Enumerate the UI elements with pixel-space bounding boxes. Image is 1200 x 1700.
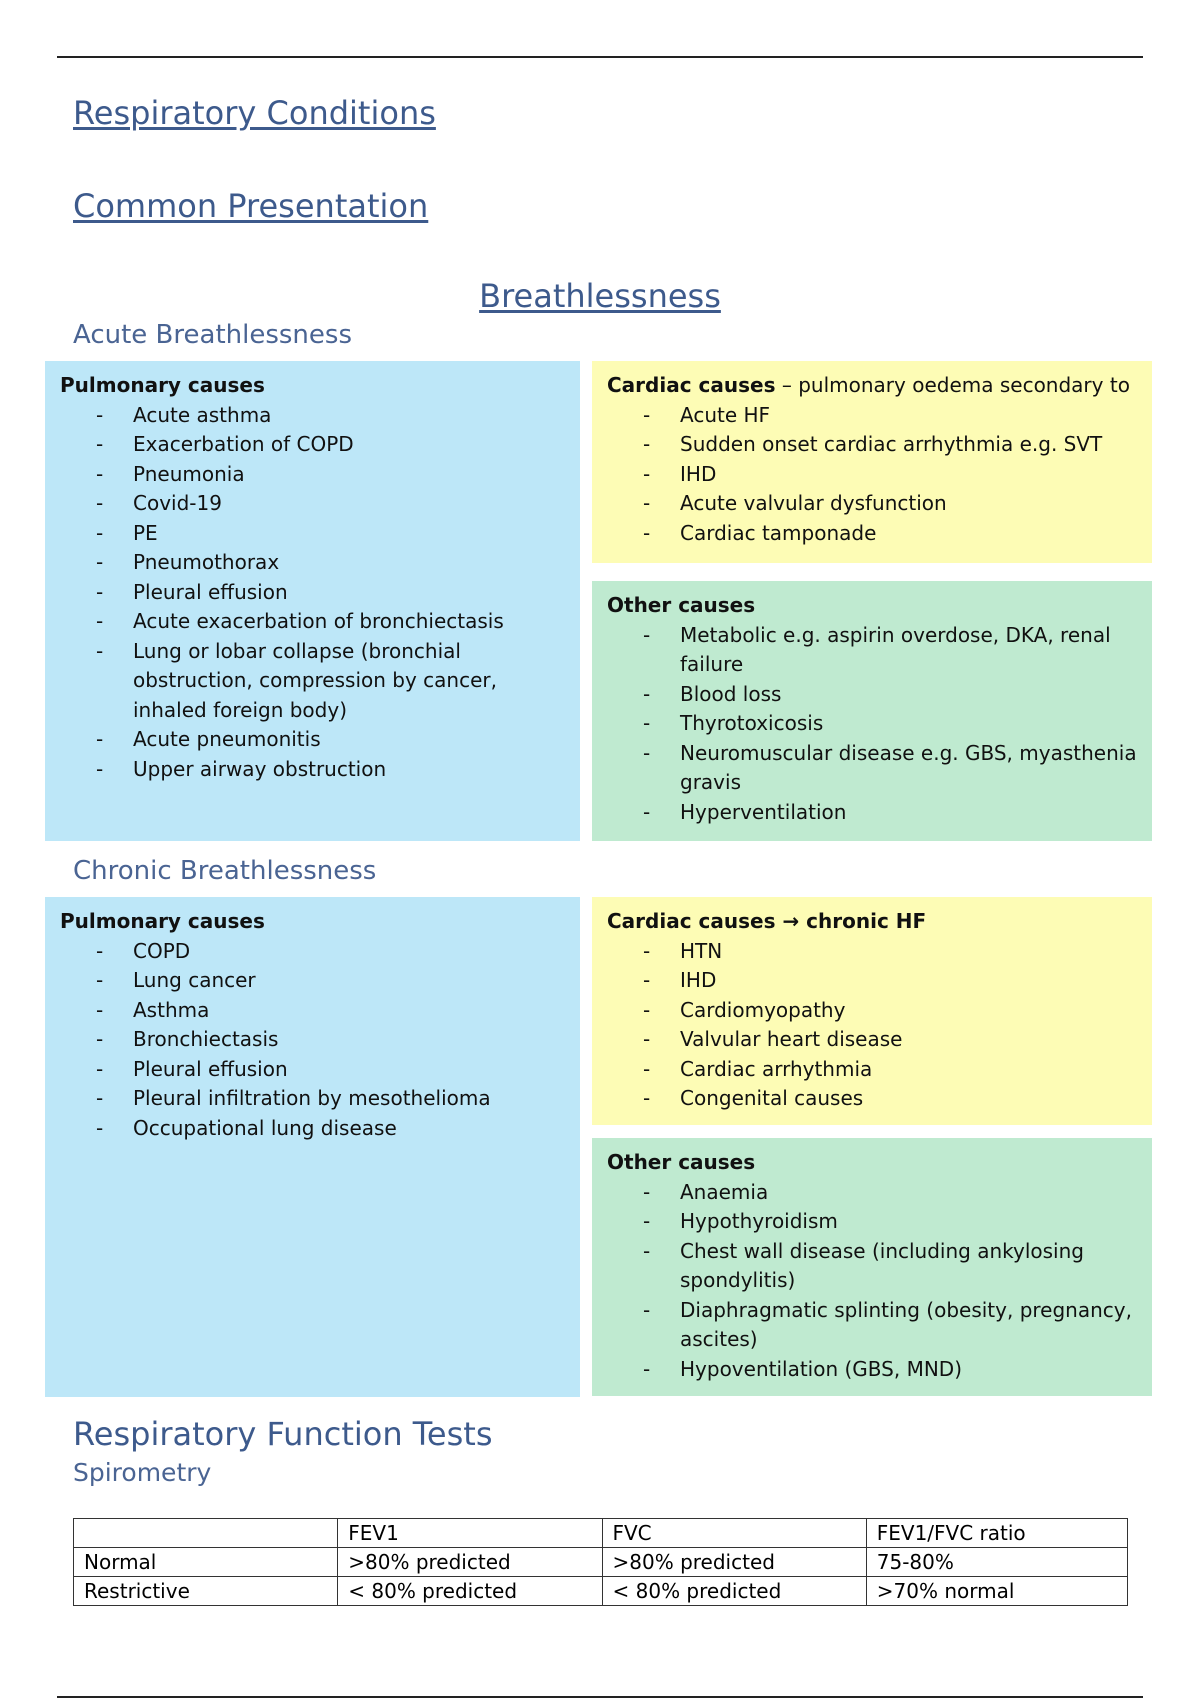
table-cell: >80% predicted [602, 1548, 866, 1577]
list-item: - Asthma [60, 996, 568, 1026]
table-header-row [74, 1519, 1128, 1548]
acute-cardiac-box [592, 361, 1152, 563]
chronic-cardiac-box [592, 897, 1152, 1125]
list-item: - Occupational lung disease [60, 1114, 568, 1144]
subsection-title-acute: Acute Breathlessness [73, 320, 352, 350]
list-item: - COPD [60, 937, 568, 967]
top-rule [57, 56, 1143, 58]
list-item: - Metabolic e.g. aspirin overdose, DKA, renal failure [607, 621, 1140, 680]
spirometry-table [73, 1518, 1128, 1606]
table-cell: Restrictive [74, 1577, 338, 1606]
chronic-pulmonary-box [45, 897, 580, 1397]
chronic-other-box [592, 1138, 1152, 1396]
list-item: - Cardiomyopathy [607, 996, 1140, 1026]
list-item: - Pneumonia [60, 460, 568, 490]
acute-pulmonary-title: Pulmonary causes [60, 373, 265, 397]
page-title: Respiratory Conditions [73, 94, 436, 132]
list-item: - PE [60, 519, 568, 549]
list-item: - Blood loss [607, 680, 1140, 710]
list-item: - Bronchiectasis [60, 1025, 568, 1055]
list-item: - Diaphragmatic splinting (obesity, pregnancy, ascites) [607, 1296, 1140, 1355]
table-cell: Normal [74, 1548, 338, 1577]
chronic-other-title: Other causes [607, 1150, 756, 1174]
table-cell: 75-80% [866, 1548, 1127, 1577]
acute-other-list [607, 621, 1140, 828]
list-item: - Cardiac tamponade [607, 519, 1140, 549]
list-item: - Pleural effusion [60, 578, 568, 608]
chronic-cardiac-list [607, 937, 1140, 1114]
table-cell: >80% predicted [338, 1548, 602, 1577]
list-item: - Valvular heart disease [607, 1025, 1140, 1055]
list-item: - HTN [607, 937, 1140, 967]
table-header-cell: FEV1/FVC ratio [866, 1519, 1127, 1548]
table-cell: >70% normal [866, 1577, 1127, 1606]
acute-cardiac-title [607, 371, 1140, 401]
table-header-cell [74, 1519, 338, 1548]
list-item: - Congenital causes [607, 1084, 1140, 1114]
section-title-rft: Respiratory Function Tests [73, 1415, 493, 1453]
list-item: - Sudden onset cardiac arrhythmia e.g. SVT [607, 430, 1140, 460]
subsection-title-spirometry: Spirometry [73, 1458, 212, 1487]
acute-other-title: Other causes [607, 593, 756, 617]
table-cell: < 80% predicted [338, 1577, 602, 1606]
chronic-other-list [607, 1178, 1140, 1385]
list-item: - Acute valvular dysfunction [607, 489, 1140, 519]
list-item: - Acute exacerbation of bronchiectasis [60, 607, 568, 637]
list-item: - Thyrotoxicosis [607, 709, 1140, 739]
table-row [74, 1577, 1128, 1606]
list-item: - Anaemia [607, 1178, 1140, 1208]
list-item: - Hypoventilation (GBS, MND) [607, 1355, 1140, 1385]
list-item: - Exacerbation of COPD [60, 430, 568, 460]
list-item: - Covid-19 [60, 489, 568, 519]
list-item: - Hyperventilation [607, 798, 1140, 828]
list-item: - Lung or lobar collapse (bronchial obstruction, compression by cancer, inhaled foreign body) [60, 637, 568, 726]
table-header-cell: FVC [602, 1519, 866, 1548]
acute-cardiac-list [607, 401, 1140, 549]
list-item: - Neuromuscular disease e.g. GBS, myasthenia gravis [607, 739, 1140, 798]
list-item: - Chest wall disease (including ankylosing spondylitis) [607, 1237, 1140, 1296]
section-title-common-presentation: Common Presentation [73, 187, 429, 225]
list-item: - Pleural effusion [60, 1055, 568, 1085]
list-item: - Lung cancer [60, 966, 568, 996]
list-item: - Acute pneumonitis [60, 725, 568, 755]
acute-pulmonary-box [45, 361, 580, 841]
list-item: - Acute asthma [60, 401, 568, 431]
bottom-rule [57, 1696, 1143, 1698]
section-title-breathlessness: Breathlessness [479, 277, 721, 315]
list-item: - Hypothyroidism [607, 1207, 1140, 1237]
table-header-cell: FEV1 [338, 1519, 602, 1548]
list-item: - Pleural infiltration by mesothelioma [60, 1084, 568, 1114]
acute-cardiac-title-rest: – pulmonary oedema secondary to [775, 373, 1130, 397]
table-row [74, 1548, 1128, 1577]
list-item: - Acute HF [607, 401, 1140, 431]
table-cell: < 80% predicted [602, 1577, 866, 1606]
acute-other-box [592, 581, 1152, 841]
chronic-cardiac-title: Cardiac causes → chronic HF [607, 909, 927, 933]
list-item: - Pneumothorax [60, 548, 568, 578]
acute-pulmonary-list [60, 401, 568, 785]
list-item: - IHD [607, 966, 1140, 996]
list-item: - IHD [607, 460, 1140, 490]
acute-cardiac-title-bold: Cardiac causes [607, 373, 776, 397]
list-item: - Cardiac arrhythmia [607, 1055, 1140, 1085]
chronic-pulmonary-title: Pulmonary causes [60, 909, 265, 933]
list-item: - Upper airway obstruction [60, 755, 568, 785]
subsection-title-chronic: Chronic Breathlessness [73, 856, 377, 886]
chronic-pulmonary-list [60, 937, 568, 1144]
